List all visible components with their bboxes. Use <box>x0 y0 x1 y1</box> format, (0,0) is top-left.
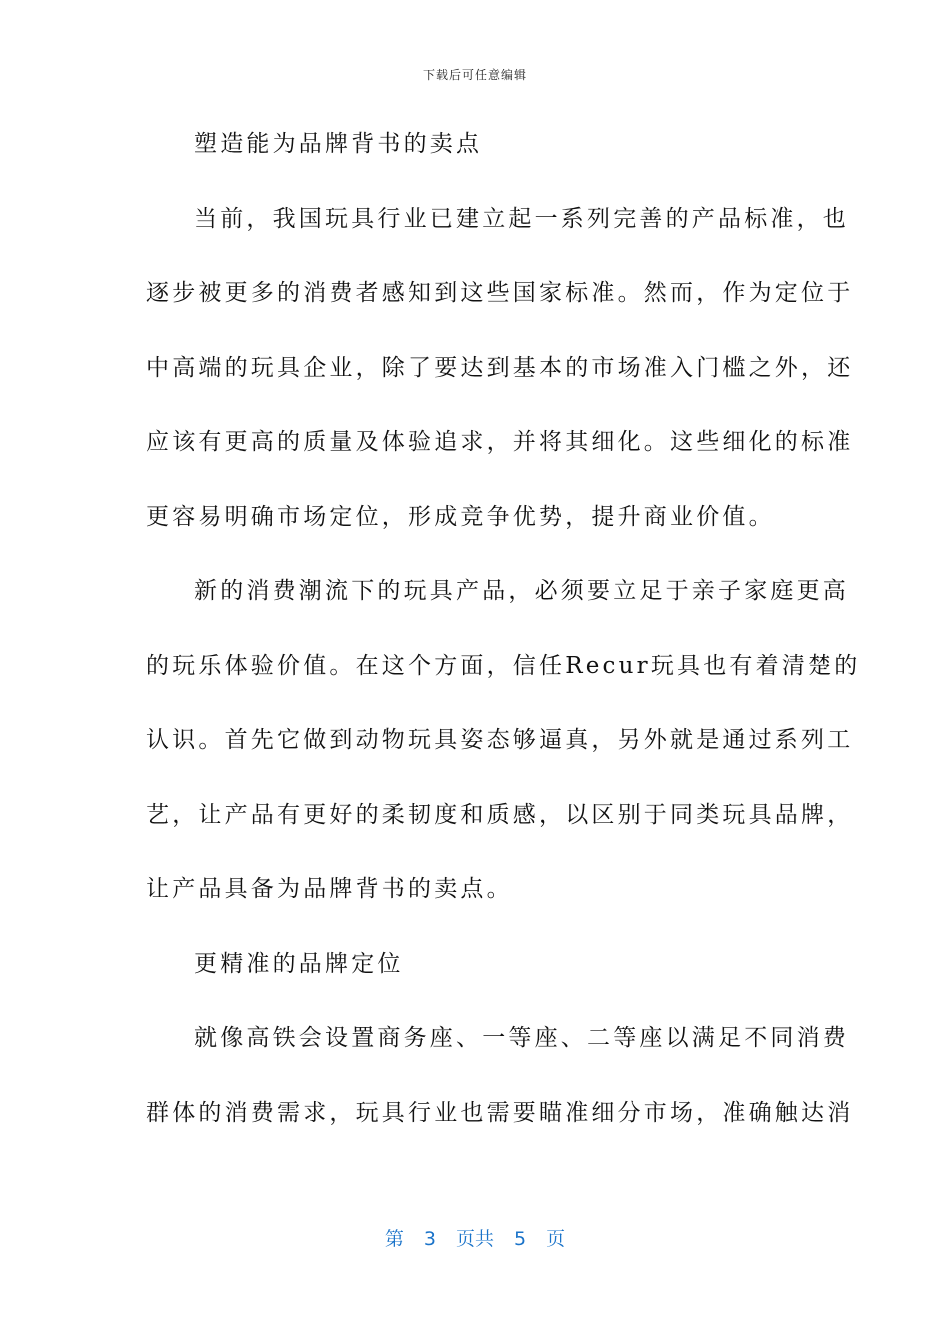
current-page-number: 3 <box>423 1228 436 1250</box>
document-body <box>146 112 861 1155</box>
page-footer <box>0 1224 950 1251</box>
paragraph-line: 认识。首先它做到动物玩具姿态够逼真，另外就是通过系列工 <box>146 727 854 753</box>
section-heading: 塑造能为品牌背书的卖点 <box>194 131 483 157</box>
paragraph-line: 更容易明确市场定位，形成竞争优势，提升商业价值。 <box>146 503 775 530</box>
paragraph-line: 应该有更高的质量及体验追求，并将其细化。这些细化的标准 <box>146 429 854 455</box>
paragraph-line: 艺，让产品有更好的柔韧度和质感，以区别于同类玩具品牌， <box>146 801 854 828</box>
paragraph-line: 当前，我国玩具行业已建立起一系列完善的产品标准，也 <box>194 205 849 232</box>
paragraph-line: 逐步被更多的消费者感知到这些国家标准。然而，作为定位于 <box>146 280 854 306</box>
page-label-prefix: 第 <box>384 1228 404 1250</box>
paragraph-line: 中高端的玩具企业，除了要达到基本的市场准入门槛之外，还 <box>146 354 854 381</box>
section-heading: 更精准的品牌定位 <box>194 950 404 977</box>
paragraph-line: 让产品具备为品牌背书的卖点。 <box>146 876 513 902</box>
total-pages-number: 5 <box>514 1228 527 1250</box>
header-note: 下载后可任意编辑 <box>422 68 527 82</box>
paragraph-line: 就像高铁会设置商务座、一等座、二等座以满足不同消费 <box>194 1025 849 1051</box>
paragraph-line: 新的消费潮流下的玩具产品，必须要立足于亲子家庭更高 <box>194 578 849 604</box>
page-label-suffix: 页 <box>546 1228 566 1250</box>
page-label-mid: 页共 <box>455 1228 494 1250</box>
paragraph-line: 群体的消费需求，玩具行业也需要瞄准细分市场，准确触达消 <box>146 1099 854 1126</box>
paragraph-line: 的玩乐体验价值。在这个方面，信任Recur玩具也有着清楚的 <box>146 652 861 679</box>
